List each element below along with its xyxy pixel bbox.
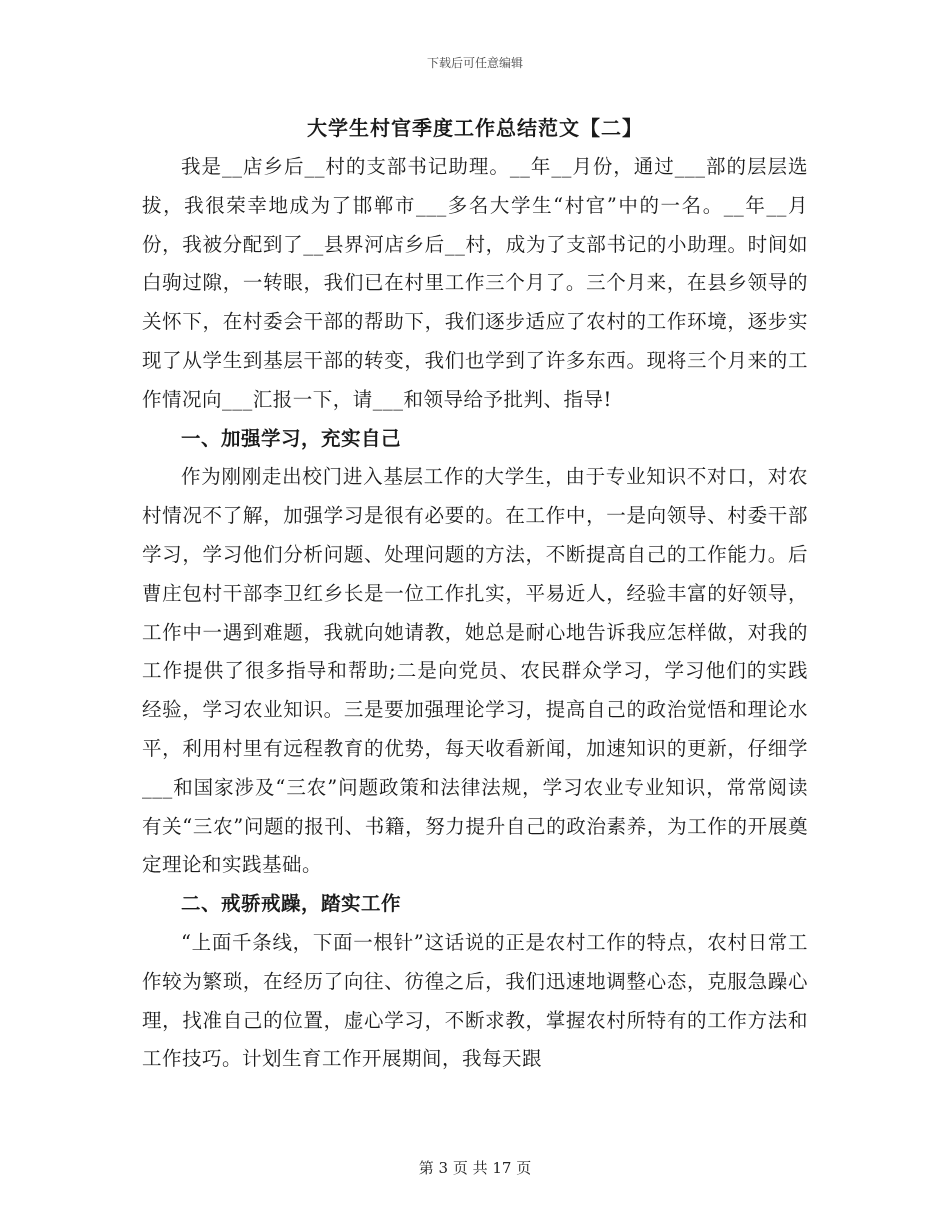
page-header-note: 下载后可任意编辑 (426, 56, 523, 70)
section-2-paragraph: “上面千条线，下面一根针”这话说的正是农村工作的特点，农村日常工作较为繁琐，在经历了向往、彷徨之后，我们迅速地调整心态，克服急躁心理，找准自己的位置，虚心学习，不断求教，掌握农村所特有的工作方法和工作技巧。计划生育工作开展期间，我每天跟 (142, 930, 808, 1071)
section-1-paragraph: 作为刚刚走出校门进入基层工作的大学生，由于专业知识不对口，对农村情况不了解，加强学习是很有必要的。在工作中，一是向领导、村委干部学习，学习他们分析问题、处理问题的方法，不断提高自己的工作能力。后曹庄包村干部李卫红乡长是一位工作扎实，平易近人，经验丰富的好领导，工作中一遇到难题，我就向她请教，她总是耐心地告诉我应怎样做，对我的工作提供了很多指导和帮助;二是向党员、农民群众学习，学习他们的实践经验，学习农业知识。三是要加强理论学习，提高自己的政治觉悟和理论水平，利用村里有远程教育的优势，每天收看新闻，加速知识的更新，仔细学___和国家涉及“三农”问题政策和法律法规，学习农业专业知识，常常阅读有关“三农”问题的报刊、书籍，努力提升自己的政治素养，为工作的开展奠定理论和实践基础。 (142, 465, 808, 877)
section-1-heading: 一、加强学习，充实自己 (181, 426, 402, 450)
document-title: 大学生村官季度工作总结范文【二】 (307, 116, 643, 140)
document-body (142, 112, 808, 1079)
section-2-heading: 二、戒骄戒躁，踏实工作 (181, 892, 402, 916)
page-number: 第 3 页 共 17 页 (418, 1159, 532, 1177)
intro-paragraph: 我是__店乡后__村的支部书记助理。__年__月份，通过___部的层层选拔，我很荣幸地成为了邯郸市___多名大学生“村官”中的一名。__年__月份，我被分配到了__县界河店乡后__村，成为了支部书记的小助理。时间如白驹过隙，一转眼，我们已在村里工作三个月了。三个月来，在县乡领导的关怀下，在村委会干部的帮助下，我们逐步适应了农村的工作环境，逐步实现了从学生到基层干部的转变，我们也学到了许多东西。现将三个月来的工作情况向___汇报一下，请___和领导给予批判、指导! (142, 155, 808, 411)
